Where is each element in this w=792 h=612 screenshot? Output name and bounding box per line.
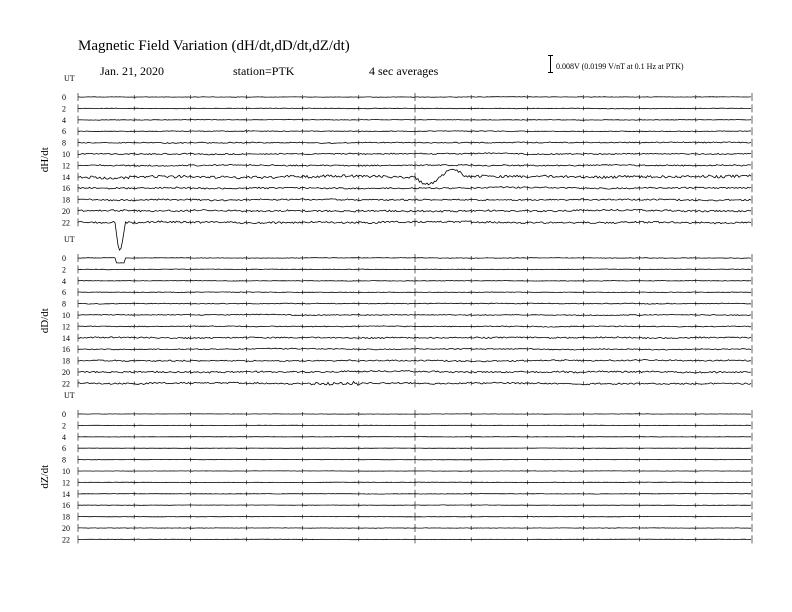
trace-0-0 — [78, 97, 751, 98]
hour-tick-2-1: 2 — [62, 421, 66, 431]
trace-2-7 — [78, 494, 751, 495]
hour-tick-1-4: 8 — [62, 299, 66, 309]
trace-1-11 — [78, 382, 751, 386]
hour-tick-1-9: 18 — [62, 356, 70, 366]
hour-tick-1-11: 22 — [62, 379, 70, 389]
trace-1-5 — [78, 314, 751, 316]
hour-tick-2-6: 12 — [62, 478, 70, 488]
hour-tick-0-4: 8 — [62, 138, 66, 148]
trace-1-2 — [78, 280, 751, 281]
hour-tick-0-6: 12 — [62, 161, 70, 171]
trace-1-10 — [78, 370, 751, 373]
trace-0-3 — [78, 131, 751, 132]
hour-tick-0-3: 6 — [62, 127, 66, 137]
trace-0-10 — [78, 209, 751, 212]
trace-1-0 — [78, 258, 751, 263]
trace-0-4 — [78, 142, 751, 144]
hour-tick-1-8: 16 — [62, 345, 70, 355]
hour-tick-2-11: 22 — [62, 535, 70, 545]
trace-1-7 — [78, 337, 751, 339]
panel-label-0: dH/dt — [39, 147, 51, 173]
hour-tick-1-7: 14 — [62, 333, 70, 343]
trace-0-1 — [78, 108, 751, 109]
trace-0-7 — [78, 169, 751, 185]
scale-label: 0.008V (0.0199 V/nT at 0.1 Hz at PTK) — [556, 62, 684, 71]
hour-tick-2-3: 6 — [62, 444, 66, 454]
chart-title: Magnetic Field Variation (dH/dt,dD/dt,dZ/dt) — [78, 38, 350, 54]
trace-2-11 — [78, 539, 751, 540]
hour-tick-0-8: 16 — [62, 184, 70, 194]
trace-1-9 — [78, 359, 751, 361]
ut-label-0: UT — [64, 74, 75, 83]
hour-tick-2-7: 14 — [62, 489, 70, 499]
trace-0-6 — [78, 164, 751, 166]
trace-1-1 — [78, 269, 751, 270]
trace-2-6 — [78, 482, 751, 483]
trace-0-2 — [78, 119, 751, 120]
hour-tick-2-8: 16 — [62, 501, 70, 511]
hour-tick-1-6: 12 — [62, 322, 70, 332]
panel-label-1: dD/dt — [39, 308, 51, 334]
trace-1-8 — [78, 348, 751, 350]
hour-tick-0-2: 4 — [62, 115, 66, 125]
trace-2-9 — [78, 516, 751, 517]
hour-tick-0-5: 10 — [62, 150, 70, 159]
trace-1-4 — [78, 303, 751, 304]
date-label: Jan. 21, 2020 — [100, 64, 164, 78]
averaging-label: 4 sec averages — [369, 64, 439, 78]
ut-label-2: UT — [64, 391, 75, 400]
hour-tick-1-3: 6 — [62, 288, 66, 298]
hour-tick-0-0: 0 — [62, 93, 66, 102]
hour-tick-1-10: 20 — [62, 368, 70, 377]
trace-0-8 — [78, 187, 751, 189]
hour-tick-2-10: 20 — [62, 524, 70, 533]
trace-0-9 — [78, 199, 751, 201]
ut-label-1: UT — [64, 235, 75, 244]
panel-label-2: dZ/dt — [39, 464, 51, 489]
hour-tick-1-5: 10 — [62, 311, 70, 320]
trace-1-3 — [78, 292, 751, 293]
hour-tick-2-4: 8 — [62, 455, 66, 465]
hour-tick-0-1: 2 — [62, 104, 66, 114]
hour-tick-1-1: 2 — [62, 265, 66, 275]
hour-tick-2-2: 4 — [62, 432, 66, 442]
trace-0-11 — [78, 221, 751, 250]
trace-1-6 — [78, 326, 751, 327]
hour-tick-0-7: 14 — [62, 172, 70, 182]
hour-tick-0-10: 20 — [62, 207, 70, 216]
hour-tick-1-0: 0 — [62, 254, 66, 263]
trace-2-10 — [78, 528, 751, 529]
hour-tick-2-9: 18 — [62, 512, 70, 522]
trace-0-5 — [78, 153, 751, 155]
hour-tick-0-11: 22 — [62, 218, 70, 228]
trace-2-8 — [78, 505, 751, 506]
station-label: station=PTK — [233, 64, 295, 78]
hour-tick-2-0: 0 — [62, 410, 66, 419]
hour-tick-1-2: 4 — [62, 276, 66, 286]
hour-tick-2-5: 10 — [62, 467, 70, 476]
hour-tick-0-9: 18 — [62, 195, 70, 205]
